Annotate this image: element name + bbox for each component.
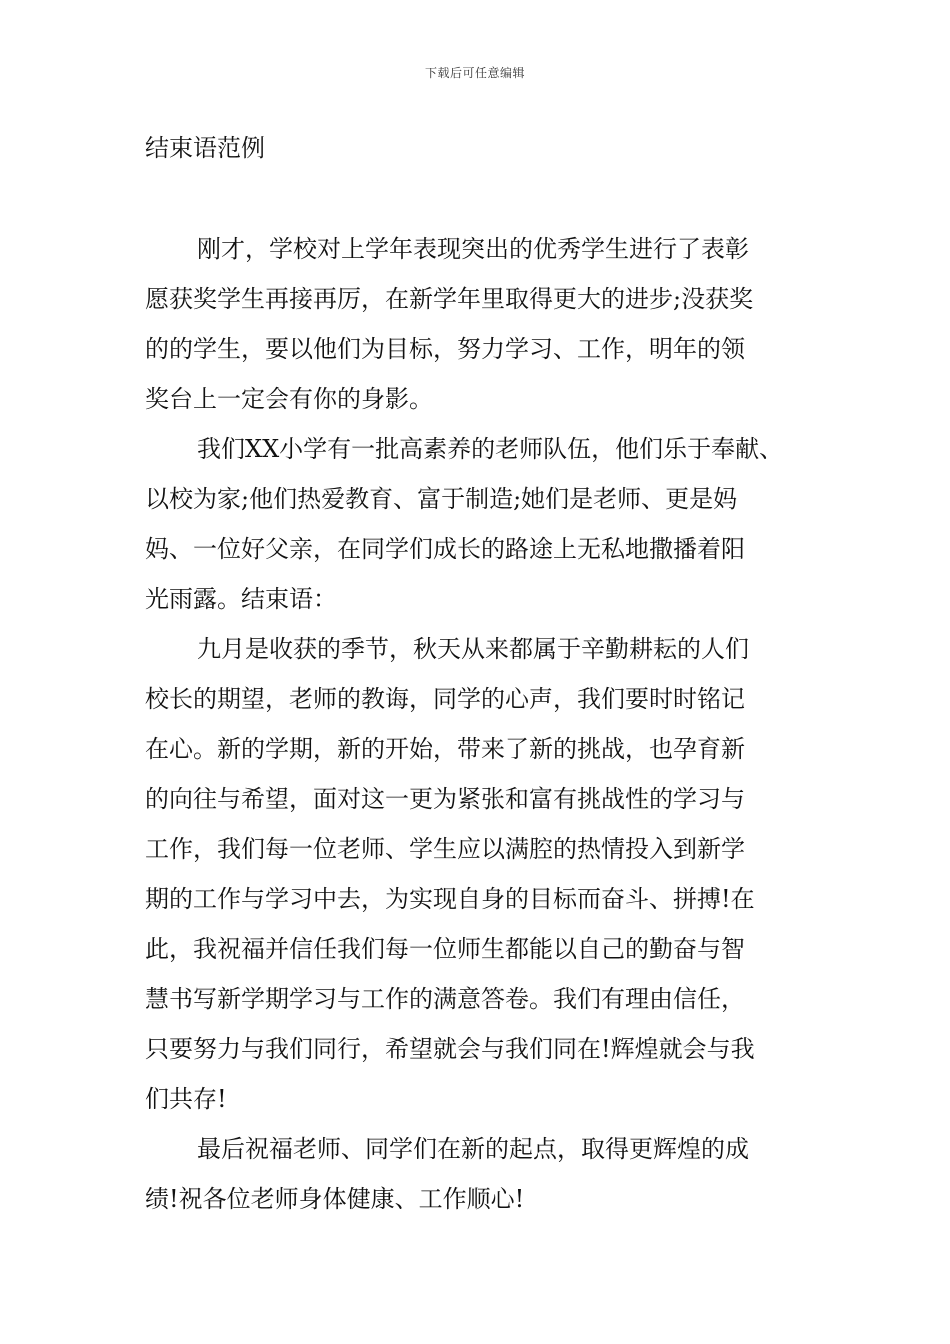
text-line: 工作，我们每一位老师、学生应以满腔的热情投入到新学 <box>145 835 745 863</box>
header-note: 下载后可任意编辑 <box>424 66 525 80</box>
text-line: 刚才，学校对上学年表现突出的优秀学生进行了表彰 <box>197 235 749 263</box>
text-line: 的向往与希望，面对这一更为紧张和富有挑战性的学习与 <box>145 785 745 813</box>
text-line: 我们XX小学有一批高素养的老师队伍，他们乐于奉献、 <box>197 435 784 463</box>
paragraph-4 <box>145 1124 825 1224</box>
document-title: 结束语范例 <box>145 134 265 162</box>
text-line: 们共存! <box>145 1085 227 1113</box>
text-line: 绩!祝各位老师身体健康、工作顺心! <box>145 1185 525 1213</box>
text-line: 以校为家;他们热爱教育、富于制造;她们是老师、更是妈 <box>145 485 738 513</box>
document-body <box>145 224 825 1224</box>
paragraph-1 <box>145 224 825 424</box>
text-line: 慧书写新学期学习与工作的满意答卷。我们有理由信任， <box>145 985 745 1013</box>
text-line: 期的工作与学习中去，为实现自身的目标而奋斗、拼搏!在 <box>145 885 755 913</box>
text-line: 光雨露。结束语： <box>145 585 337 613</box>
text-line: 在心。新的学期，新的开始，带来了新的挑战，也孕育新 <box>145 735 745 763</box>
text-line: 奖台上一定会有你的身影。 <box>145 385 433 413</box>
text-line: 九月是收获的季节，秋天从来都属于辛勤耕耘的人们 <box>197 635 749 663</box>
paragraph-3 <box>145 624 825 1124</box>
text-line: 此，我祝福并信任我们每一位师生都能以自己的勤奋与智 <box>145 935 745 963</box>
paragraph-2 <box>145 424 825 624</box>
text-line: 最后祝福老师、同学们在新的起点，取得更辉煌的成 <box>197 1135 749 1163</box>
text-line: 愿获奖学生再接再厉，在新学年里取得更大的进步;没获奖 <box>145 285 754 313</box>
text-line: 校长的期望，老师的教诲，同学的心声，我们要时时铭记 <box>145 685 745 713</box>
text-line: 妈、一位好父亲，在同学们成长的路途上无私地撒播着阳 <box>145 535 745 563</box>
text-line: 只要努力与我们同行，希望就会与我们同在!辉煌就会与我 <box>145 1035 755 1063</box>
text-line: 的的学生，要以他们为目标，努力学习、工作，明年的领 <box>145 335 745 363</box>
